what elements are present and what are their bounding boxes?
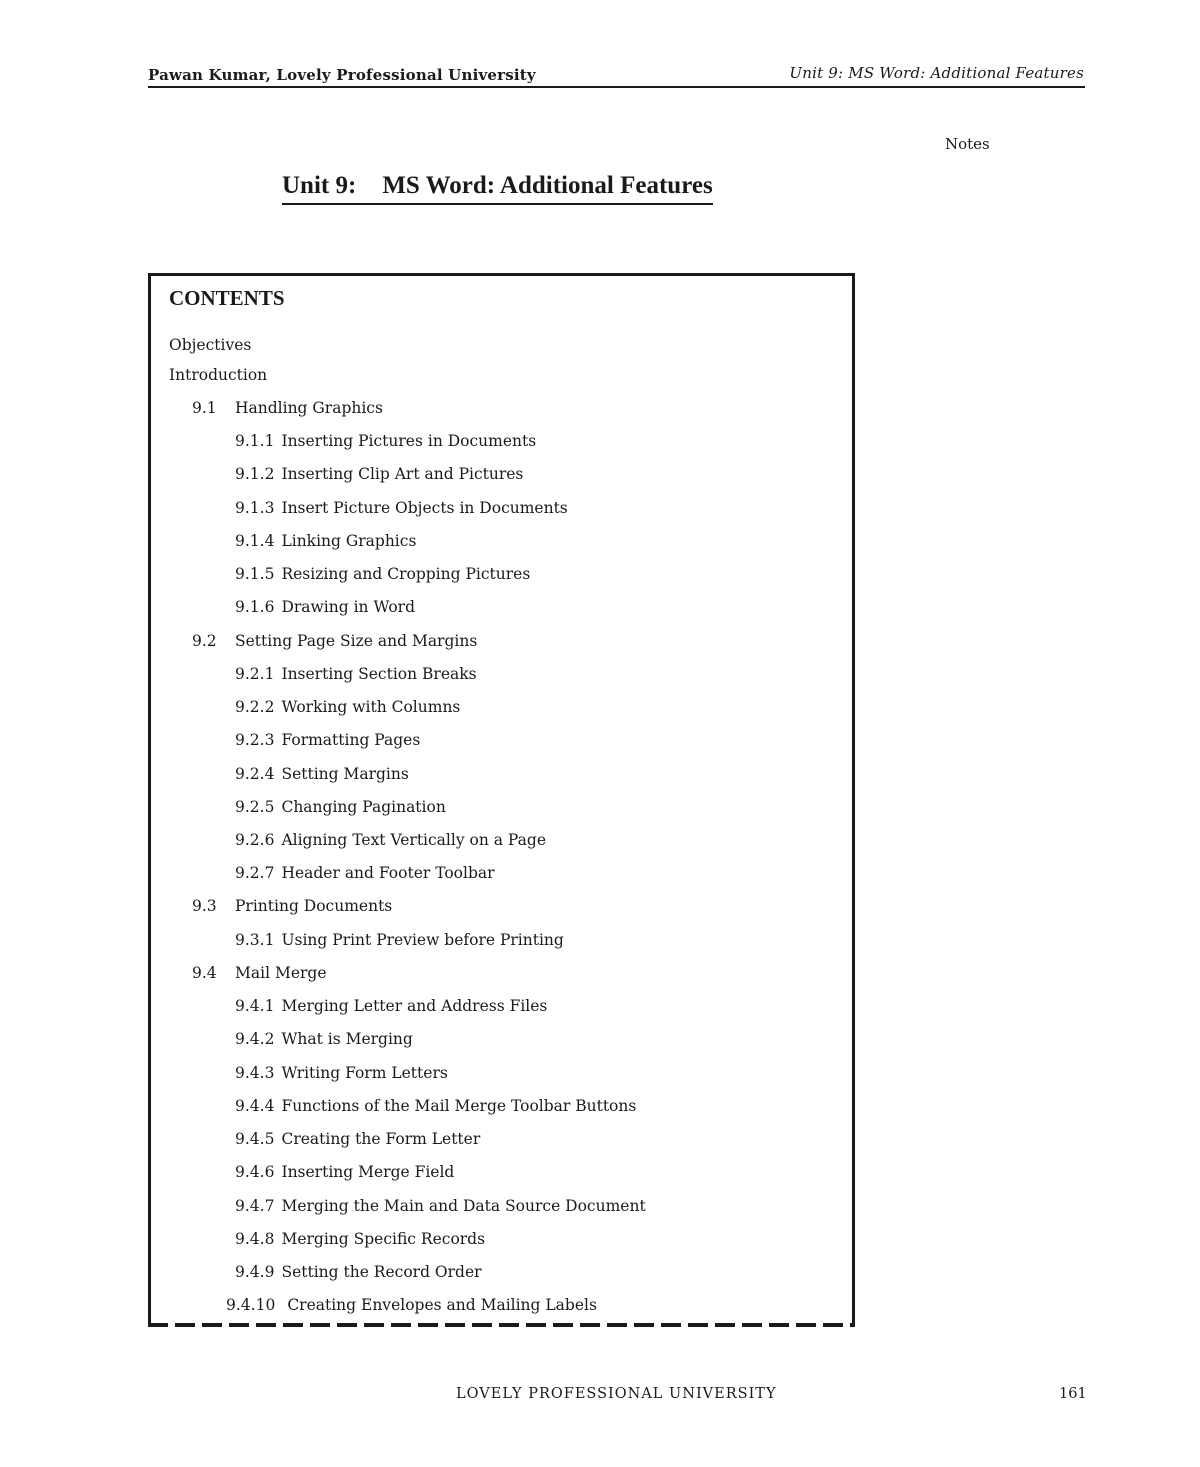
toc-section-title: Setting Page Size and Margins <box>235 631 478 650</box>
toc-subsection-number: 9.1.1 <box>235 432 275 451</box>
toc-subsection <box>235 564 530 584</box>
toc-section-title: Printing Documents <box>235 897 393 916</box>
toc-subsection-title: Setting the Record Order <box>281 1262 482 1281</box>
toc-subsection <box>235 1096 636 1116</box>
toc-subsection-title: Creating the Form Letter <box>281 1130 481 1149</box>
toc-subsection-title: Inserting Pictures in Documents <box>281 432 537 451</box>
header-rule <box>148 86 1085 88</box>
toc-subsection-title: Functions of the Mail Merge Toolbar Buttons <box>281 1096 637 1115</box>
toc-subsection <box>235 498 568 518</box>
footer-university: LOVELY PROFESSIONAL UNIVERSITY <box>456 1386 777 1402</box>
toc-subsection-number: 9.2.3 <box>235 731 275 750</box>
page-number: 161 <box>1059 1386 1087 1402</box>
toc-section-number: 9.4 <box>192 963 217 982</box>
toc-subsection <box>235 797 446 817</box>
toc-subsection-number: 9.3.1 <box>235 930 275 949</box>
toc-subsection-title: Resizing and Cropping Pictures <box>281 565 531 584</box>
toc-subsection-number: 9.2.2 <box>235 698 275 717</box>
toc-subsection <box>235 730 420 750</box>
toc-subsection-number: 9.1.4 <box>235 531 275 550</box>
toc-subsection-title: Setting Margins <box>281 764 409 783</box>
toc-subsection <box>235 597 415 617</box>
toc-section-number: 9.3 <box>192 897 217 916</box>
toc-section-title: Handling Graphics <box>235 399 383 417</box>
running-header-author: Pawan Kumar, Lovely Professional University <box>148 66 536 84</box>
toc-subsection-title: Creating Envelopes and Mailing Labels <box>287 1296 597 1315</box>
toc-subsection-title: Header and Footer Toolbar <box>281 864 495 883</box>
toc-subsection-title: Merging Letter and Address Files <box>281 997 548 1016</box>
toc-subsection-number: 9.4.1 <box>235 997 275 1016</box>
toc-section-title: Mail Merge <box>235 963 327 982</box>
toc-subsection-number: 9.4.3 <box>235 1063 275 1082</box>
toc-subsection-number: 9.4.7 <box>235 1196 275 1215</box>
toc-subsection-title: Drawing in Word <box>281 598 415 617</box>
toc-subsection <box>235 863 495 883</box>
toc-subsection <box>235 531 416 551</box>
toc-subsection-number: 9.1.6 <box>235 598 275 617</box>
toc-subsection-title: Aligning Text Vertically on a Page <box>281 830 546 849</box>
toc-subsection <box>235 1196 646 1216</box>
toc-subsection-title: Inserting Clip Art and Pictures <box>281 465 524 484</box>
toc-subsection-title: Linking Graphics <box>281 531 417 550</box>
margin-notes-label: Notes <box>945 135 990 153</box>
toc-subsection-title: Formatting Pages <box>281 731 421 750</box>
toc-section <box>192 896 392 916</box>
toc-subsection-number: 9.1.2 <box>235 465 275 484</box>
toc-subsection <box>235 431 536 451</box>
toc-subsection <box>235 1063 448 1083</box>
toc-subsection-title: Merging the Main and Data Source Document <box>281 1196 646 1215</box>
toc-subsection <box>235 996 547 1016</box>
toc-subsection-title: Writing Form Letters <box>281 1063 448 1082</box>
toc-section <box>192 631 477 651</box>
toc-subsection-number: 9.2.7 <box>235 864 275 883</box>
toc-subsection <box>235 1262 482 1282</box>
toc-subsection-number: 9.2.6 <box>235 830 275 849</box>
toc-subsection <box>235 1129 480 1149</box>
contents-box-dashed-border <box>148 1323 855 1327</box>
toc-subsection-number: 9.2.5 <box>235 797 275 816</box>
toc-subsection-number: 9.1.3 <box>235 498 275 517</box>
toc-subsection <box>235 830 546 850</box>
toc-subsection-number: 9.2.4 <box>235 764 275 783</box>
toc-subsection-title: Inserting Section Breaks <box>281 664 477 683</box>
toc-subsection <box>235 1162 454 1182</box>
toc-front-item: Objectives <box>169 336 252 354</box>
toc-subsection <box>235 764 409 784</box>
toc-subsection-number: 9.4.8 <box>235 1229 275 1248</box>
toc-section-number: 9.2 <box>192 631 217 650</box>
toc-subsection <box>235 697 460 717</box>
toc-subsection <box>235 664 477 684</box>
toc-subsection-title: Using Print Preview before Printing <box>281 930 564 949</box>
toc-section <box>192 398 383 418</box>
contents-heading: CONTENTS <box>169 286 285 310</box>
unit-number: Unit 9: <box>282 172 357 199</box>
toc-subsection-title: Merging Specific Records <box>281 1229 486 1248</box>
running-header-unit-title: Unit 9: MS Word: Additional Features <box>789 64 1084 82</box>
toc-subsection-number: 9.4.9 <box>235 1262 275 1281</box>
toc-subsection <box>235 1229 485 1249</box>
toc-subsection <box>226 1295 597 1315</box>
toc-section-number: 9.1 <box>192 399 217 417</box>
toc-section <box>192 963 327 983</box>
toc-subsection-number: 9.4.5 <box>235 1130 275 1149</box>
toc-subsection <box>235 1029 413 1049</box>
toc-subsection-number: 9.4.6 <box>235 1163 275 1182</box>
toc-subsection <box>235 930 564 950</box>
toc-subsection-number: 9.4.4 <box>235 1096 275 1115</box>
toc-subsection-title: Inserting Merge Field <box>281 1163 455 1182</box>
unit-title-text: MS Word: Additional Features <box>382 172 713 199</box>
toc-subsection-title: Changing Pagination <box>281 797 446 816</box>
page-title <box>282 172 713 205</box>
toc-subsection-number: 9.2.1 <box>235 664 275 683</box>
toc-subsection <box>235 464 523 484</box>
toc-subsection-number: 9.1.5 <box>235 565 275 584</box>
toc-subsection-number: 9.4.2 <box>235 1030 275 1049</box>
toc-subsection-title: Insert Picture Objects in Documents <box>281 498 568 517</box>
toc-subsection-number: 9.4.10 <box>226 1296 276 1315</box>
toc-front-item: Introduction <box>169 366 268 384</box>
toc-subsection-title: Working with Columns <box>281 698 461 717</box>
toc-subsection-title: What is Merging <box>281 1030 413 1049</box>
